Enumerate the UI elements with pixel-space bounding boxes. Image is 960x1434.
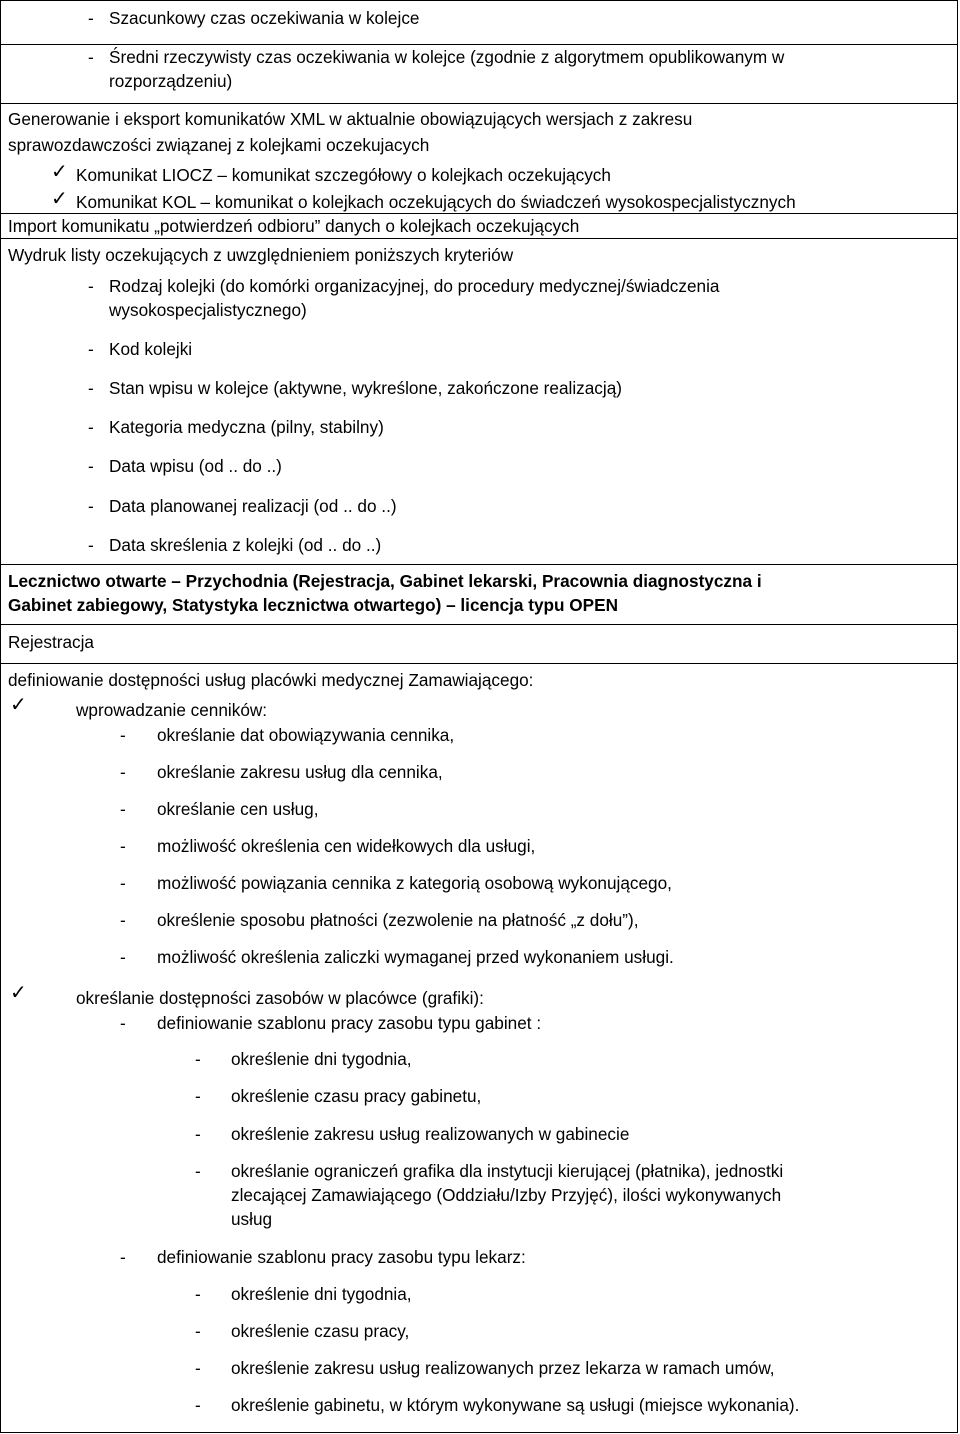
list-item: Kod kolejki <box>109 339 193 359</box>
table-cell-availability <box>0 663 958 1433</box>
dash-marker: - <box>120 873 126 893</box>
list-item: określanie ograniczeń grafika dla instytucji kierującej (płatnika), jednostki <box>231 1161 784 1181</box>
dash-marker: - <box>88 339 94 359</box>
dash-marker: - <box>120 799 126 819</box>
checkmark-icon: ✓ <box>51 161 68 183</box>
checkmark-icon: ✓ <box>51 188 68 210</box>
dash-marker: - <box>88 378 94 398</box>
list-item: Data skreślenia z kolejki (od .. do ..) <box>109 535 382 555</box>
dash-marker: - <box>120 1247 126 1267</box>
dash-marker: - <box>88 8 94 28</box>
dash-marker: - <box>120 725 126 745</box>
dash-marker: - <box>195 1358 201 1378</box>
dash-marker: - <box>120 762 126 782</box>
list-item: Data wpisu (od .. do ..) <box>109 456 282 476</box>
list-item: możliwość określenia cen widełkowych dla usługi, <box>157 836 536 856</box>
list-item: Data planowanej realizacji (od .. do ..) <box>109 496 397 516</box>
check-item: Komunikat KOL – komunikat o kolejkach oczekujących do świadczeń wysokospecjalistycznych <box>76 192 796 212</box>
checkmark-icon: ✓ <box>10 982 27 1004</box>
list-item: Stan wpisu w kolejce (aktywne, wykreślone, zakończone realizacją) <box>109 378 622 398</box>
dash-marker: - <box>195 1161 201 1181</box>
subsection-title: Rejestracja <box>8 632 94 652</box>
list-item: określenie gabinetu, w którym wykonywane są usługi (miejsce wykonania). <box>231 1395 800 1415</box>
dash-marker: - <box>195 1395 201 1415</box>
checkmark-icon: ✓ <box>10 694 27 716</box>
dash-marker: - <box>195 1086 201 1106</box>
check-item: Komunikat LIOCZ – komunikat szczegółowy o kolejkach oczekujących <box>76 165 611 185</box>
dash-marker: - <box>88 456 94 476</box>
list-item: możliwość powiązania cennika z kategorią osobową wykonującego, <box>157 873 672 893</box>
check-item: określanie dostępności zasobów w placówce (grafiki): <box>76 988 484 1008</box>
list-item: Szacunkowy czas oczekiwania w kolejce <box>109 8 420 28</box>
list-item: określanie dat obowiązywania cennika, <box>157 725 455 745</box>
dash-marker: - <box>120 836 126 856</box>
dash-marker: - <box>88 276 94 296</box>
dash-marker: - <box>195 1124 201 1144</box>
section-heading-line: Lecznictwo otwarte – Przychodnia (Rejestracja, Gabinet lekarski, Pracownia diagnostyczna i <box>8 571 762 591</box>
list-item: definiowanie szablonu pracy zasobu typu lekarz: <box>157 1247 526 1267</box>
dash-marker: - <box>88 47 94 67</box>
list-item-continuation: rozporządzeniu) <box>109 71 233 91</box>
dash-marker: - <box>195 1321 201 1341</box>
paragraph-line: definiowanie dostępności usług placówki medycznej Zamawiającego: <box>8 670 534 690</box>
dash-marker: - <box>88 496 94 516</box>
paragraph-line: sprawozdawczości związanej z kolejkami oczekujacych <box>8 135 430 155</box>
list-item: określanie zakresu usług dla cennika, <box>157 762 443 782</box>
list-item: określenie zakresu usług realizowanych w gabinecie <box>231 1124 630 1144</box>
dash-marker: - <box>88 535 94 555</box>
list-item: określenie zakresu usług realizowanych przez lekarza w ramach umów, <box>231 1358 775 1378</box>
list-item: możliwość określenia zaliczki wymaganej przed wykonaniem usługi. <box>157 947 674 967</box>
list-item: określenie sposobu płatności (zezwolenie na płatność „z dołu”), <box>157 910 639 930</box>
list-item: określanie cen usług, <box>157 799 319 819</box>
list-item-continuation: usług <box>231 1209 273 1229</box>
dash-marker: - <box>195 1049 201 1069</box>
list-item: definiowanie szablonu pracy zasobu typu gabinet : <box>157 1013 542 1033</box>
list-item: określenie dni tygodnia, <box>231 1284 412 1304</box>
dash-marker: - <box>120 947 126 967</box>
list-item-continuation: zlecającej Zamawiającego (Oddziału/Izby Przyjęć), ilości wykonywanych <box>231 1185 782 1205</box>
dash-marker: - <box>88 417 94 437</box>
paragraph-line: Import komunikatu „potwierdzeń odbioru” danych o kolejkach oczekujących <box>8 216 580 236</box>
section-heading-line: Gabinet zabiegowy, Statystyka lecznictwa otwartego) – licencja typu OPEN <box>8 595 619 615</box>
list-item: Średni rzeczywisty czas oczekiwania w kolejce (zgodnie z algorytmem opublikowanym w <box>109 47 785 67</box>
section-title: Wydruk listy oczekujących z uwzględnieniem poniższych kryteriów <box>8 245 514 265</box>
list-item: określenie czasu pracy gabinetu, <box>231 1086 482 1106</box>
dash-marker: - <box>195 1284 201 1304</box>
list-item: określenie czasu pracy, <box>231 1321 410 1341</box>
dash-marker: - <box>120 1013 126 1033</box>
table-cell-registration <box>0 624 958 664</box>
paragraph-line: Generowanie i eksport komunikatów XML w aktualnie obowiązujących wersjach z zakresu <box>8 109 693 129</box>
list-item: określenie dni tygodnia, <box>231 1049 412 1069</box>
list-item: Rodzaj kolejki (do komórki organizacyjnej, do procedury medycznej/świadczenia <box>109 276 720 296</box>
list-item: Kategoria medyczna (pilny, stabilny) <box>109 417 384 437</box>
dash-marker: - <box>120 910 126 930</box>
list-item-continuation: wysokospecjalistycznego) <box>109 300 307 320</box>
check-item: wprowadzanie cenników: <box>76 700 268 720</box>
